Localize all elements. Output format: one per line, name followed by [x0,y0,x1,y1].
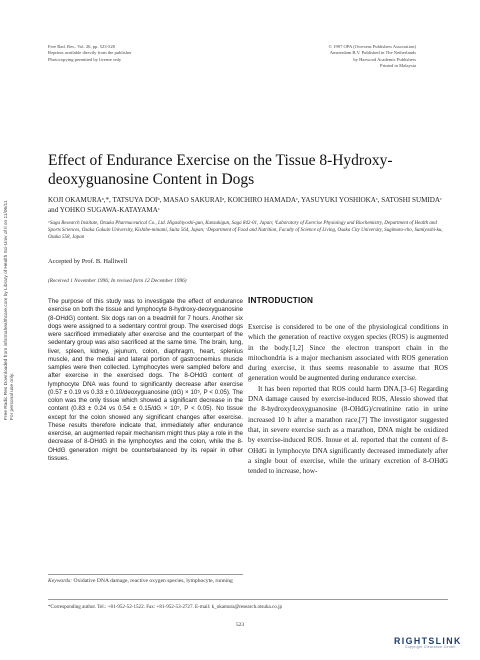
download-watermark [4,100,16,420]
header-line: by Harwood Academic Publishers [353,56,416,62]
page-number: 523 [235,622,245,628]
footnote-divider [48,599,448,600]
header-line: © 1997 OPA (Overseas Publishers Association) [328,44,416,49]
watermark-line: Free Radic Res Downloaded from informahealthcare.com by Library of Health Sci-Univ of Il on 11/06/11 [4,200,9,420]
header-line: Free Rad. Res., Vol. 26, pp. 523-528 [48,44,115,49]
rightslink-tagline: Copyright Clearance Center [404,645,456,649]
intro-paragraph-1: Exercise is considered to be one of the physiological conditions in which the generation of reactive oxygen species (ROS) is augmented in the body.[1,2] Since the electron transport chain in the mitochondria is a major mechanism associated with ROS generation during exercise, it thus seems reasonable to assume that ROS generation would be augmented during endurance exercise. [248,323,448,383]
section-heading-introduction: INTRODUCTION [248,296,314,305]
accepted-by: Accepted by Prof. B. Halliwell [48,258,128,265]
article-title: Effect of Endurance Exercise on the Tissue 8-Hydroxy-deoxyguanosine Content in Dogs [48,152,393,188]
corresponding-author-footnote: *Corresponding author. Tel.: +81-952-52-1522. Fax: +81-952-53-2727. E-mail: k_okamura@research.otsuka.co.jp [48,604,283,610]
journal-citation-header [48,44,218,63]
watermark-line: For personal use only. [10,372,16,420]
author-list: KOJI OKAMURAᵃ,*, TATSUYA DOIᵇ, MASAO SAKURAIᵃ, KOICHIRO HAMADAᶜ, YASUYUKI YOSHIOKAᶜ, SATOSHI SUMIDAᶜ and YOHKO SUGAWA-KATAYAMAᶜ [48,196,442,214]
abstract-text: The purpose of this study was to investigate the effect of endurance exercise on both the tissue and lymphocyte 8-hydroxy-deoxyguanosine (8-OHdG) content. Six dogs ran on a treadmill for 7 hours. Another six dogs were assigned to a sedentary control group. The exercised dogs were sacrificed immediately after exercise and the counterpart of the sedentary group was also sacrificed at the same time. The brain, lung, liver, spleen, kidney, jejunum, colon, diaphragm, heart, splenius muscle, and the medial and lateral portion of gastrocnemius muscle samples were then collected. Lymphocytes were sampled before and after exercise in the exercised dogs. The 8-OHdG content of lymphocyte DNA was found to significantly decrease after exercise (0.57 ± 0.19 vs 0.33 ± 0.10/deoxyguanosine (dG) × 10⁵, P < 0.05). The colon was the only tissue which showed a significant decrease in the content (0.83 ± 0.24 vs 0.54 ± 0.15/dG × 10⁵, P < 0.05). No tissue except for the colon showed any significant changes after exercise. These results therefore indicate that, immediately after endurance exercise, an augmented repair mechanism might thus play a role in the decrease of 8-OHdG in the lymphocytes and the colon, while the 8-OHdG generation might be counterbalanced by its repair in other tissues. [48,298,243,462]
rightslink-logo[interactable] [394,636,462,650]
author-affiliations: ᵃSaga Research Institute, Otsuka Pharmaceutical Co., Ltd. Higashiyoshi-gun, Kanzakigun, Saga 842-01, Japan; ᵇLaboratory of Exercise Physiology and Biochemistry, Department of Health and Sports Sciences, Osaka Gakuin University, Kishibe-minami, Suita 564, Japan; ᶜDepartment of Food and Nutrition, Faculty of Science of Living, Osaka City University, Sugimoto-cho, Sumiyoshi-ku, Osaka 558, Japan [48,221,443,240]
copyright-header [246,44,416,69]
header-line: Reprints available directly from the publisher [48,50,132,56]
rightslink-wordmark: RIGHTSLINK [394,636,462,646]
keywords-divider [48,574,243,575]
header-line: Amsterdam B.V. Published in The Netherlands [329,50,416,56]
intro-paragraph-2: It has been reported that ROS could harm DNA.[3–6] Regarding DNA damage caused by exercise-induced ROS, Alessio showed that the 8-hydroxydeoxyguanosine (8-OHdG)/creatinine ratio in urine increased 10 h after a marathon race.[7] The investigator suggested that, in severe exercise such as a marathon, DNA might be oxidized by exercise-induced ROS. Inoue et al. reported that the content of 8-OHdG in lymphocyte DNA significantly decreased immediately after a single bout of exercise, while the urinary excretion of 8-OHdG tended to increase, how- [248,384,448,476]
header-line: Printed in Malaysia [380,62,416,68]
keywords-label: Keywords: [48,578,73,584]
keywords [48,578,243,585]
keywords-text: Oxidative DNA damage, reactive oxygen species, lymphocyte, running [73,578,233,584]
received-dates: (Received 1 November 1996; In revised form 12 December 1996) [48,278,187,284]
abstract [48,298,243,463]
introduction-body [248,322,448,476]
header-line: Photocopying permitted by license only [48,56,122,62]
